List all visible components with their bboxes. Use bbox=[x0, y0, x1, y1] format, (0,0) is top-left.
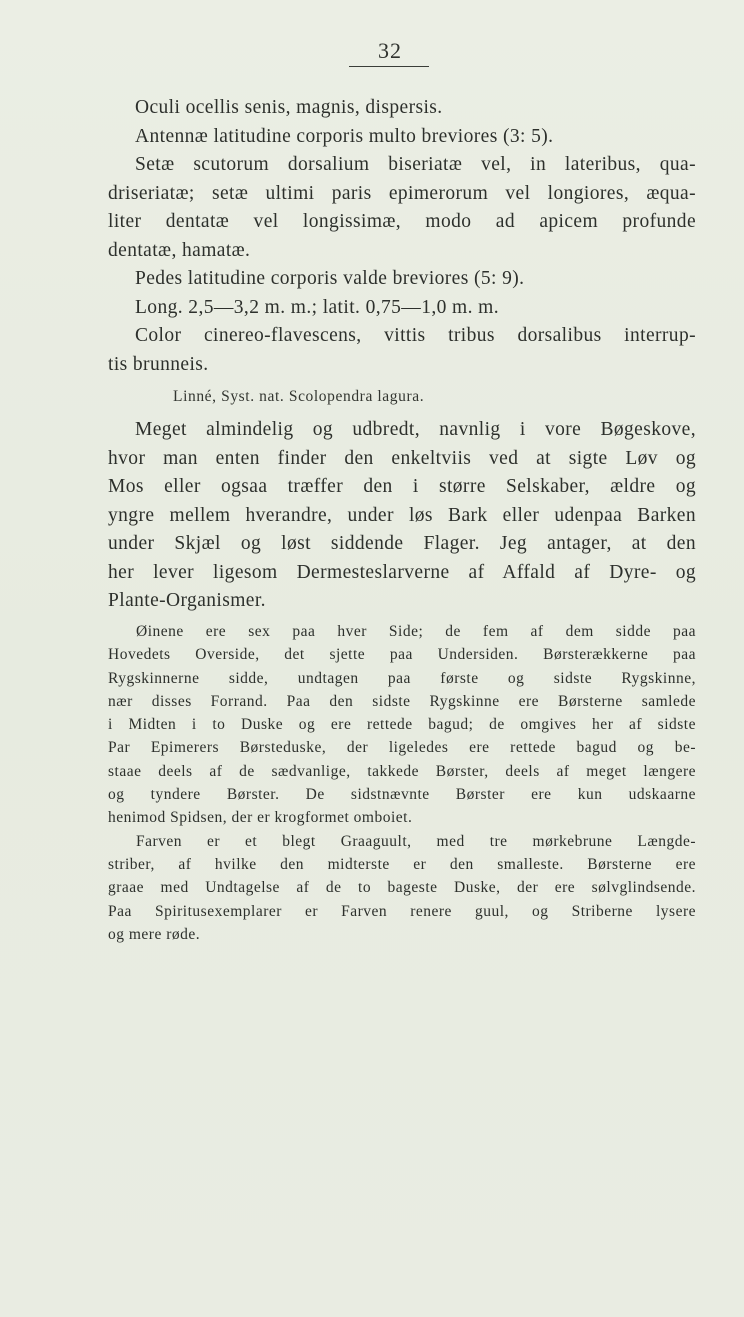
note-line: Øinene ere sex paa hver Side; de fem af dem sidde paa bbox=[136, 623, 696, 640]
page-number-rule bbox=[349, 66, 429, 67]
small-print-notes bbox=[108, 620, 696, 946]
latin-line: Oculi ocellis senis, magnis, dispersis. bbox=[135, 97, 443, 118]
danish-line: under Skjæl og løst siddende Flager. Jeg antager, at den bbox=[108, 533, 696, 554]
danish-paragraph bbox=[108, 416, 696, 616]
latin-line: driseriatæ; setæ ultimi paris epimerorum vel longiores, æqua- bbox=[108, 182, 696, 204]
note-line: og mere røde. bbox=[108, 925, 201, 943]
note-line: henimod Spidsen, der er krogformet omboiet. bbox=[108, 809, 413, 827]
note-line: nær disses Forrand. Paa den sidste Rygskinne ere Børsterne samlede bbox=[108, 692, 696, 710]
latin-line: Pedes latitudine corporis valde breviores (5: 9). bbox=[135, 268, 525, 289]
note-line: graae med Undtagelse af de to bageste Duske, der ere sølvglindsende. bbox=[108, 879, 696, 897]
note-line: Rygskinnerne sidde, undtagen paa første og sidste Rygskinne, bbox=[108, 669, 696, 687]
note-line: striber, af hvilke den midterste er den smalleste. Børsterne ere bbox=[108, 855, 696, 873]
latin-line: tis brunneis. bbox=[108, 353, 209, 375]
latin-line: Color cinereo-flavescens, vittis tribus dorsalibus interrup- bbox=[135, 325, 696, 346]
page-number: 32 bbox=[378, 38, 402, 63]
note-line: Hovedets Overside, det sjette paa Undersiden. Børsterækkerne paa bbox=[108, 646, 696, 664]
note-line: i Midten i to Duske og ere rettede bagud; de omgives her af sidste bbox=[108, 716, 696, 734]
danish-line: Mos eller ogsaa træffer den i større Selskaber, ældre og bbox=[108, 476, 696, 497]
danish-line: hvor man enten finder den enkeltviis ved at sigte Løv og bbox=[108, 447, 696, 469]
latin-line: Long. 2,5—3,2 m. m.; latit. 0,75—1,0 m. m. bbox=[135, 296, 500, 318]
danish-line: Meget almindelig og udbredt, navnlig i vore Bøgeskove, bbox=[135, 419, 696, 440]
synonym-reference: Linné, Syst. nat. Scolopendra lagura. bbox=[173, 388, 425, 405]
note-line: Par Epimerers Børsteduske, der ligeledes ere rettede bagud og be- bbox=[108, 739, 696, 757]
danish-line: her lever ligesom Dermesteslarverne af Affald af Dyre- og bbox=[108, 561, 696, 583]
latin-line: liter dentatæ vel longissimæ, modo ad apicem profunde bbox=[108, 211, 696, 232]
note-line: Farven er et blegt Graaguult, med tre mørkebrune Længde- bbox=[136, 832, 696, 850]
danish-line: yngre mellem hverandre, under løs Bark eller udenpaa Barken bbox=[108, 504, 696, 526]
latin-line: Antennæ latitudine corporis multo breviores (3: 5). bbox=[135, 125, 554, 147]
note-line: staae deels af de sædvanlige, takkede Børster, deels af meget længere bbox=[108, 762, 696, 780]
latin-line: Setæ scutorum dorsalium biseriatæ vel, in lateribus, qua- bbox=[135, 154, 696, 175]
note-line: Paa Spiritusexemplarer er Farven renere guul, og Striberne lysere bbox=[108, 902, 696, 920]
latin-line: dentatæ, hamatæ. bbox=[108, 239, 251, 261]
latin-description bbox=[108, 94, 696, 379]
danish-line: Plante-Organismer. bbox=[108, 590, 266, 611]
note-line: og tyndere Børster. De sidstnævnte Børster ere kun udskaarne bbox=[108, 786, 696, 804]
